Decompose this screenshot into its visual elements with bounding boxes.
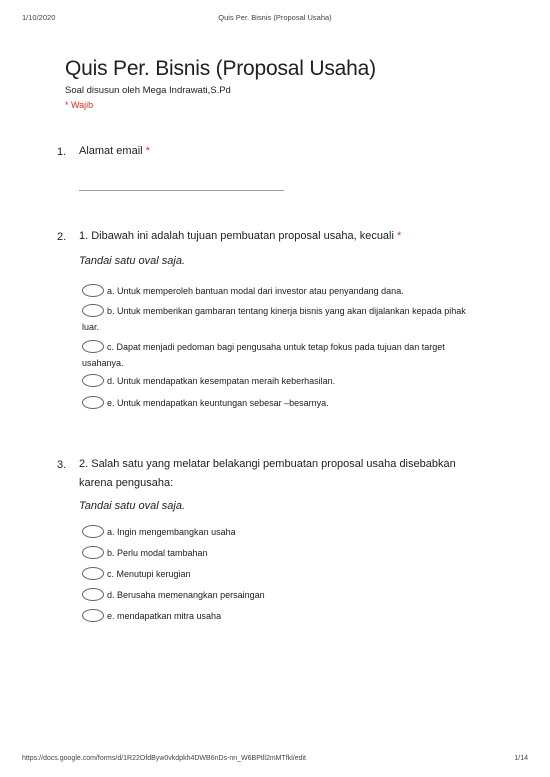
radio-oval[interactable]: [82, 374, 104, 387]
radio-oval[interactable]: [82, 546, 104, 559]
option-label: e. mendapatkan mitra usaha: [107, 611, 222, 621]
question-2-option[interactable]: [82, 339, 472, 371]
print-date: 1/10/2020: [22, 13, 56, 22]
question-3-hint: Tandai satu oval saja.: [79, 500, 185, 512]
question-3-text: 2. Salah satu yang melatar belakangi pembuatan proposal usaha disebabkan karena pengusaha:: [79, 458, 456, 489]
option-label: d. Untuk mendapatkan kesempatan meraih keberhasilan.: [107, 376, 336, 386]
question-3-option[interactable]: [82, 587, 472, 603]
question-2-hint: Tandai satu oval saja.: [79, 255, 185, 267]
required-asterisk: *: [397, 230, 402, 242]
question-2-text: 1. Dibawah ini adalah tujuan pembuatan proposal usaha, kecuali *: [79, 230, 402, 242]
question-3-number: 3.: [57, 459, 67, 471]
option-label: d. Berusaha memenangkan persaingan: [107, 590, 265, 600]
question-1-number: 1.: [57, 146, 67, 158]
option-label: c. Menutupi kerugian: [107, 569, 191, 579]
question-2-option[interactable]: [82, 395, 472, 411]
radio-oval[interactable]: [82, 396, 104, 409]
radio-oval[interactable]: [82, 525, 104, 538]
question-3-option[interactable]: [82, 524, 472, 540]
question-3-option[interactable]: [82, 608, 472, 624]
option-label: b. Untuk memberikan gambaran tentang kinerja bisnis yang akan dijalankan kepada pihak luar.: [82, 306, 466, 332]
print-url: https://docs.google.com/forms/d/1R22OfdByw0vkdpkh4DWB6nDs-nn_W6BPtll2mMTfkl/edit: [22, 755, 307, 762]
radio-oval[interactable]: [82, 567, 104, 580]
question-2-option[interactable]: [82, 283, 472, 299]
radio-oval[interactable]: [82, 304, 104, 317]
form-title: Quis Per. Bisnis (Proposal Usaha): [65, 57, 376, 80]
radio-oval[interactable]: [82, 340, 104, 353]
required-note: * Wajib: [65, 100, 94, 110]
question-3-option[interactable]: [82, 566, 472, 582]
question-2-option[interactable]: [82, 303, 472, 335]
print-page-number: 1/14: [514, 755, 528, 762]
form-description: Soal disusun oleh Mega Indrawati,S.Pd: [65, 85, 231, 96]
radio-oval[interactable]: [82, 588, 104, 601]
question-2-number: 2.: [57, 231, 67, 243]
radio-oval[interactable]: [82, 609, 104, 622]
option-label: a. Untuk memperoleh bantuan modal dari investor atau penyandang dana.: [107, 286, 404, 296]
option-label: c. Dapat menjadi pedoman bagi pengusaha untuk tetap fokus pada tujuan dan target usahanya.: [82, 342, 445, 368]
option-label: b. Perlu modal tambahan: [107, 548, 208, 558]
option-label: a. Ingin mengembangkan usaha: [107, 527, 236, 537]
question-2-option[interactable]: [82, 373, 472, 389]
radio-oval[interactable]: [82, 284, 104, 297]
email-input[interactable]: [79, 190, 284, 191]
option-label: e. Untuk mendapatkan keuntungan sebesar –besarnya.: [107, 398, 329, 408]
required-asterisk: *: [145, 145, 150, 157]
question-3-option[interactable]: [82, 545, 472, 561]
question-1-text: Alamat email *: [79, 145, 150, 157]
print-page-title: Quis Per. Bisnis (Proposal Usaha): [218, 13, 332, 22]
